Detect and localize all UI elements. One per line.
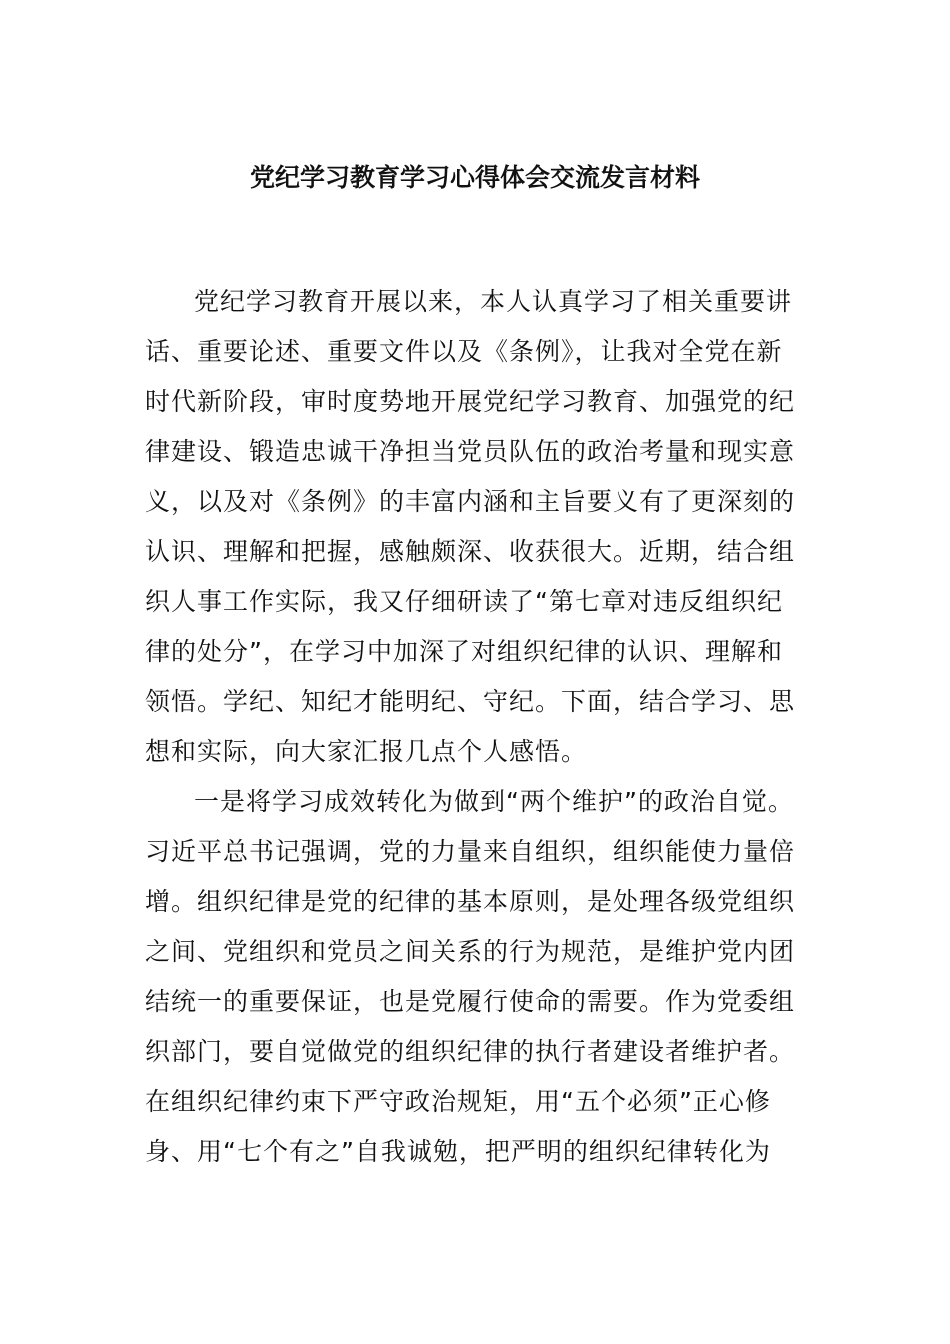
paragraph-line: 认识、理解和把握，感触颇深、收获很大。近期，结合组 — [145, 537, 796, 566]
paragraph-line: 习近平总书记强调，党的力量来自组织，组织能使力量倍 — [145, 837, 796, 866]
paragraph-line: 在组织纪律约束下严守政治规矩，用“五个必须”正心修 — [145, 1087, 771, 1116]
paragraph-line: 党纪学习教育开展以来，本人认真学习了相关重要讲 — [194, 287, 793, 316]
paragraph-line: 一是将学习成效转化为做到“两个维护”的政治自觉。 — [194, 787, 794, 816]
paragraph-line: 想和实际，向大家汇报几点个人感悟。 — [145, 737, 588, 766]
paragraph-line: 织部门，要自觉做党的组织纪律的执行者建设者维护者。 — [145, 1037, 796, 1066]
paragraph-line: 话、重要论述、重要文件以及《条例》，让我对全党在新 — [145, 337, 783, 366]
paragraph-line: 时代新阶段，审时度势地开展党纪学习教育、加强党的纪 — [145, 387, 796, 416]
paragraph-line: 之间、党组织和党员之间关系的行为规范，是维护党内团 — [145, 937, 796, 966]
paragraph-line: 身、用“七个有之”自我诚勉，把严明的组织纪律转化为 — [145, 1137, 771, 1166]
paragraph-line: 律建设、锻造忠诚干净担当党员队伍的政治考量和现实意 — [145, 437, 796, 466]
paragraph-line: 增。组织纪律是党的纪律的基本原则，是处理各级党组织 — [145, 887, 796, 916]
paragraph-line: 义，以及对《条例》的丰富内涵和主旨要义有了更深刻的 — [145, 487, 796, 516]
paragraph-line: 结统一的重要保证，也是党履行使命的需要。作为党委组 — [145, 987, 796, 1016]
document-title: 党纪学习教育学习心得体会交流发言材料 — [249, 163, 700, 192]
paragraph-line: 领悟。学纪、知纪才能明纪、守纪。下面，结合学习、思 — [145, 687, 796, 716]
paragraph-line: 律的处分”，在学习中加深了对组织纪律的认识、理解和 — [145, 637, 783, 666]
paragraph-line: 织人事工作实际，我又仔细研读了“第七章对违反组织纪 — [145, 587, 783, 616]
